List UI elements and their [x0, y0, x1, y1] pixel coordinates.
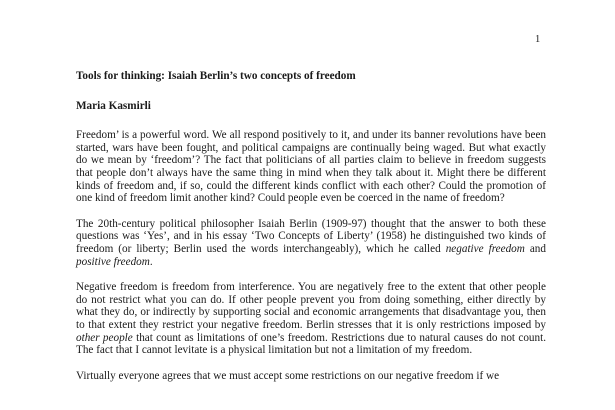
- positive-freedom-term: positive freedom: [76, 255, 150, 268]
- negative-freedom-term: negative freedom: [445, 242, 525, 255]
- paragraph-2-text: The 20th-century political philosopher Isaiah Berlin (1909-97) thought that the answer to both these questions was ‘Yes’, and in his essay ‘Two Concepts of Liberty’ (1958) he distinguished two kinds of freedom (or liberty; Berlin used the words interchangeably), which he called: [76, 217, 546, 255]
- paragraph-2-end: .: [149, 255, 153, 268]
- author-name: Maria Kasmirli: [76, 99, 151, 112]
- paragraph-2: [76, 218, 546, 268]
- paragraph-2-and: and: [524, 242, 546, 255]
- paragraph-3: [76, 281, 546, 357]
- paragraph-1: Freedom’ is a powerful word. We all respond positively to it, and under its banner revolutions have been started, wars have been fought, and political campaigns are continually being waged. But what exactly do we mean by ‘freedom’? The fact that politicians of all parties claim to believe in freedom suggests that people don’t always have the same thing in mind when they talk about it. Might there be different kinds of freedom and, if so, could the different kinds conflict with each other? Could the promotion of one kind of freedom limit another kind? Could people even be coerced in the name of freedom?: [76, 129, 546, 205]
- other-people-term: other people: [76, 331, 133, 344]
- document-body: [76, 70, 546, 395]
- paragraph-3-text: Negative freedom is freedom from interference. You are negatively free to the extent that other people do not restrict what you can do. If other people prevent you from doing something, either directly by what they do, or indirectly by supporting social and economic arrangements that disadvantage you, then to that extent they restrict your negative freedom. Berlin stresses that it is only restrictions imposed by: [76, 281, 546, 331]
- document-title: Tools for thinking: Isaiah Berlin’s two concepts of freedom: [76, 70, 356, 82]
- paragraph-3-end: that count as limitations of one’s freedom. Restrictions due to natural causes do not count. The fact that I cannot levitate is a physical limitation but not a limitation of my freedom.: [76, 331, 547, 357]
- page-number: 1: [535, 34, 541, 45]
- paragraph-4-partial: Virtually everyone agrees that we must accept some restrictions on our negative freedom if we: [76, 369, 500, 382]
